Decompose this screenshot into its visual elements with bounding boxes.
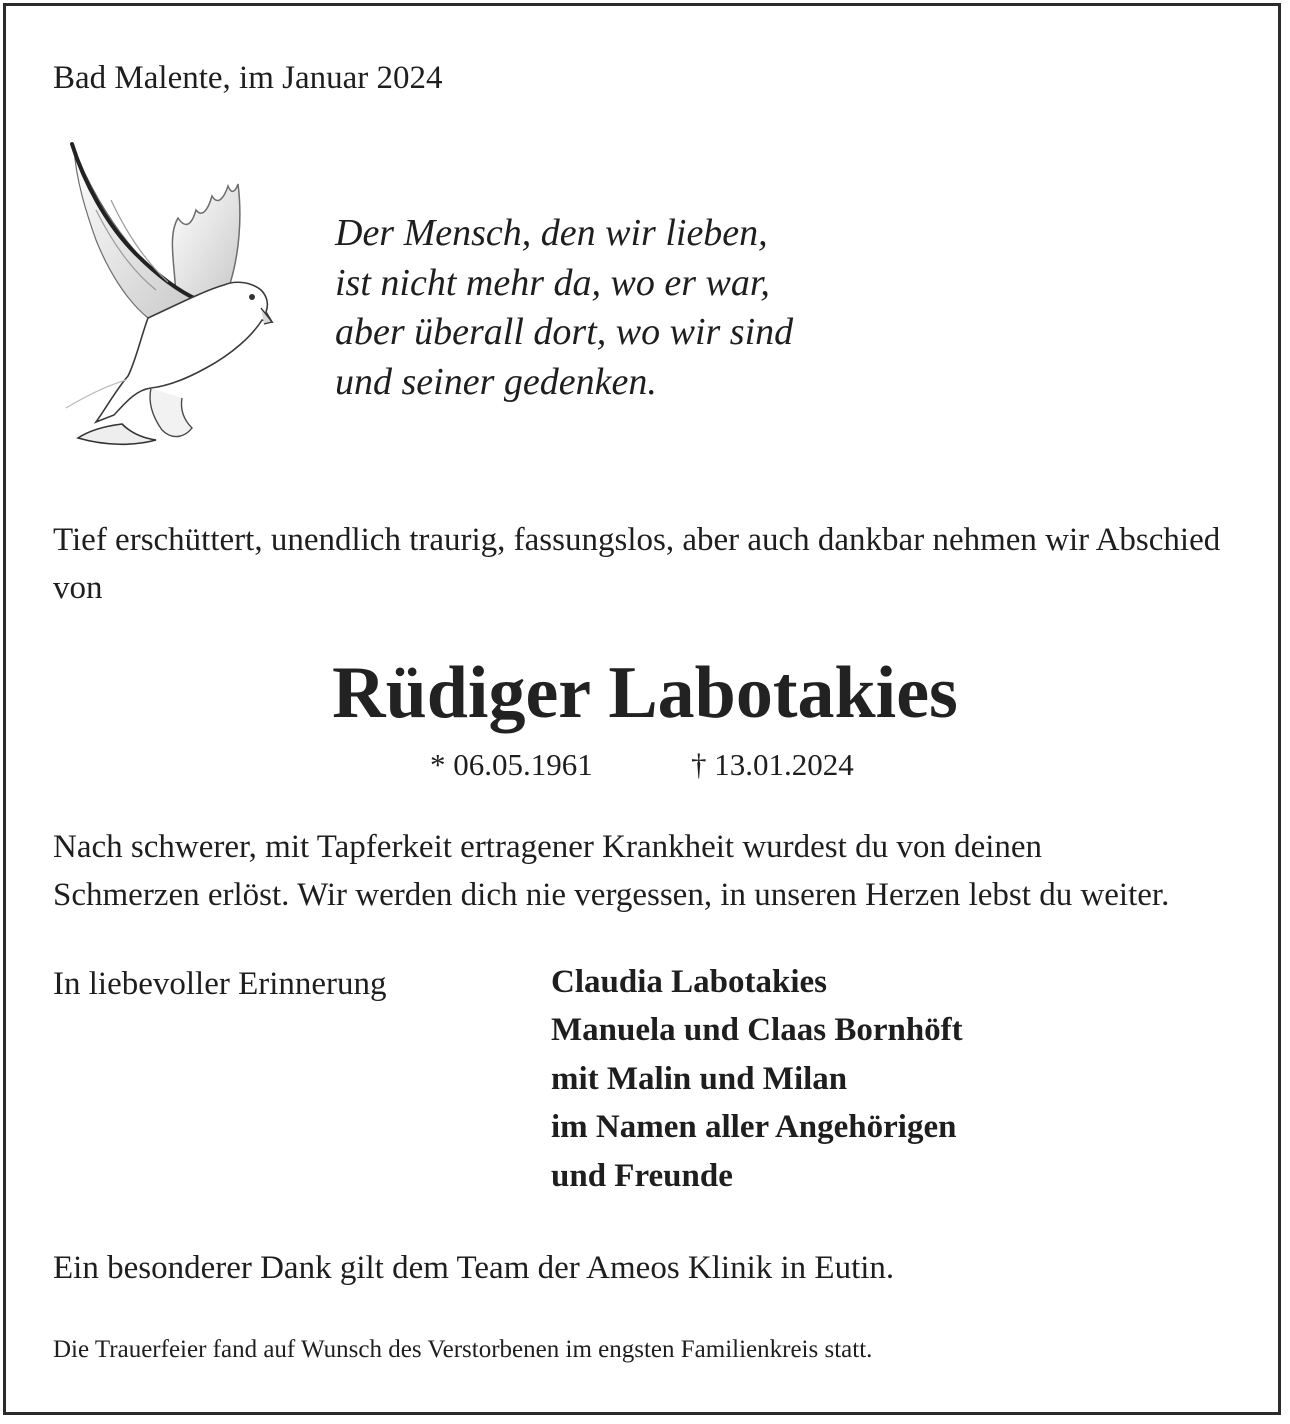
mourner-line: im Namen aller Angehörigen [551, 1109, 957, 1146]
mourner-line: und Freunde [551, 1157, 733, 1194]
body-line: Nach schwerer, mit Tapferkeit ertragener Krankheit wurdest du von deinen [53, 829, 1043, 865]
deceased-name: Rüdiger Labotakies [332, 652, 958, 734]
verse-line: Der Mensch, den wir lieben, [335, 212, 768, 254]
mourner-line: mit Malin und Milan [551, 1060, 848, 1097]
mourner-line: Manuela und Claas Bornhöft [551, 1012, 963, 1049]
mourner-line: Claudia Labotakies [551, 964, 827, 1000]
funeral-note: Die Trauerfeier fand auf Wunsch des Verstorbenen im engsten Familienkreis statt. [53, 1336, 873, 1363]
death-date: † 13.01.2024 [691, 747, 854, 782]
verse [335, 209, 793, 407]
verse-line: ist nicht mehr da, wo er war, [335, 261, 770, 304]
verse-line: aber überall dort, wo wir sind [335, 311, 794, 353]
birth-date: * 06.05.1961 [430, 747, 593, 782]
dove-icon [56, 140, 281, 450]
thanks-text: Ein besonderer Dank gilt dem Team der Ameos Klinik in Eutin. [53, 1250, 895, 1286]
intro-text: Tief erschüttert, unendlich traurig, fassungslos, aber auch dankbar nehmen wir Abschied von [53, 522, 1221, 606]
verse-line: und seiner gedenken. [335, 360, 657, 403]
body-text [53, 823, 1169, 919]
memory-label: In liebevoller Erinnerung [53, 966, 387, 1002]
mourners-list [551, 958, 963, 1200]
place-date: Bad Malente, im Januar 2024 [53, 60, 443, 96]
body-line: Schmerzen erlöst. Wir werden dich nie vergessen, in unseren Herzen lebst du weiter. [53, 877, 1170, 913]
